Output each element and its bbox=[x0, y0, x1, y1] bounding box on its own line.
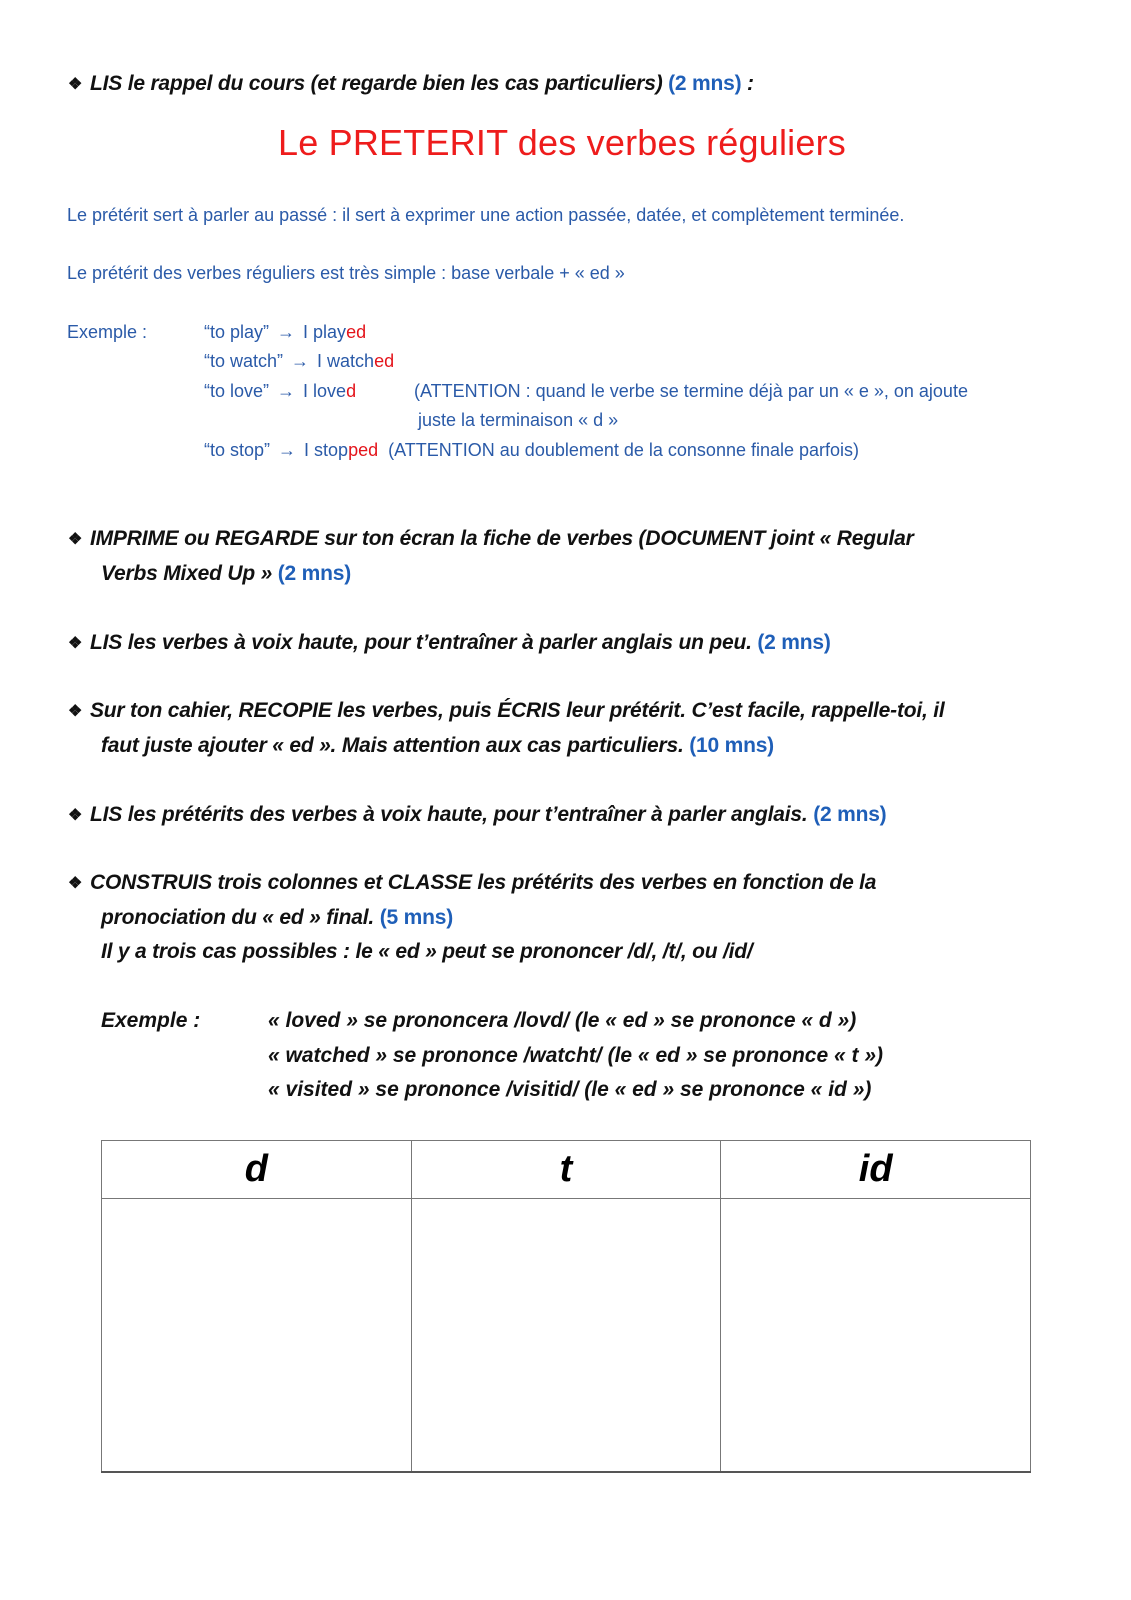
pronunciation-line: « loved » se prononcera /lovd/ (le « ed » se prononce « d ») bbox=[268, 1009, 857, 1032]
base: I watch bbox=[317, 351, 375, 371]
example-row bbox=[204, 381, 356, 402]
arrow-right-icon: → bbox=[277, 381, 296, 401]
example-row bbox=[204, 440, 859, 461]
infinitive: “to love” bbox=[204, 381, 270, 401]
column-header-t: t bbox=[411, 1141, 721, 1199]
table-cell-d[interactable] bbox=[102, 1199, 412, 1473]
page-title: Le PRETERIT des verbes réguliers bbox=[278, 122, 846, 163]
table-cell-id[interactable] bbox=[721, 1199, 1031, 1473]
ending: ped bbox=[348, 440, 379, 460]
pronunciation-line: « visited » se prononce /visitid/ (le « ed » se prononce « id ») bbox=[268, 1078, 872, 1101]
column-header-id: id bbox=[721, 1141, 1031, 1199]
instruction-5 bbox=[68, 803, 886, 827]
example-row bbox=[204, 351, 394, 372]
arrow-right-icon: → bbox=[278, 440, 297, 460]
example-note-cont: juste la terminaison « d » bbox=[418, 410, 619, 430]
time-badge: (5 mns) bbox=[379, 906, 453, 929]
example-row bbox=[204, 322, 366, 343]
instruction-text: faut juste ajouter « ed ». Mais attention aux cas particuliers. bbox=[101, 734, 690, 757]
base: I love bbox=[303, 381, 347, 401]
diamond-bullet-icon: ❖ bbox=[68, 703, 83, 720]
instruction-2-cont bbox=[101, 562, 351, 586]
example-label: Exemple : bbox=[67, 322, 148, 342]
diamond-bullet-icon: ❖ bbox=[68, 76, 83, 93]
diamond-bullet-icon: ❖ bbox=[68, 875, 83, 892]
time-badge: (2 mns) bbox=[813, 803, 887, 826]
instruction-3 bbox=[68, 631, 831, 655]
time-badge: (10 mns) bbox=[689, 734, 774, 757]
instruction-text: pronociation du « ed » final. bbox=[101, 906, 380, 929]
example-note: (ATTENTION : quand le verbe se termine déjà par un « e », on ajoute bbox=[414, 381, 968, 401]
arrow-right-icon: → bbox=[277, 322, 296, 342]
table-row bbox=[102, 1199, 1031, 1473]
instruction-6-cont bbox=[101, 906, 453, 930]
time-badge: (2 mns) bbox=[277, 562, 351, 585]
instruction-text: LIS le rappel du cours (et regarde bien les cas particuliers) bbox=[90, 72, 663, 95]
pronunciation-example-label: Exemple : bbox=[101, 1009, 201, 1032]
example-note: (ATTENTION au doublement de la consonne finale parfois) bbox=[388, 440, 860, 460]
lesson-paragraph-1: Le prétérit sert à parler au passé : il sert à exprimer une action passée, datée, et complètement terminée. bbox=[67, 205, 905, 225]
instruction-text: IMPRIME ou REGARDE sur ton écran la fiche de verbes (DOCUMENT joint « Regular bbox=[90, 527, 914, 550]
ending: d bbox=[346, 381, 357, 401]
instruction-text: Verbs Mixed Up » bbox=[101, 562, 278, 585]
instruction-1 bbox=[68, 72, 754, 96]
classification-table bbox=[101, 1140, 1031, 1473]
pronunciation-line: « watched » se prononce /watcht/ (le « ed » se prononce « t ») bbox=[268, 1044, 884, 1067]
table-header-row bbox=[102, 1141, 1031, 1199]
infinitive: “to play” bbox=[204, 322, 270, 342]
time-badge: (2 mns) bbox=[668, 72, 742, 95]
time-badge: (2 mns) bbox=[757, 631, 831, 654]
ending: ed bbox=[346, 322, 367, 342]
ending: ed bbox=[374, 351, 395, 371]
instruction-6 bbox=[68, 871, 876, 895]
instruction-4-cont bbox=[101, 734, 774, 758]
instruction-2 bbox=[68, 527, 914, 551]
table-cell-t[interactable] bbox=[411, 1199, 721, 1473]
instruction-text: CONSTRUIS trois colonnes et CLASSE les prétérits des verbes en fonction de la bbox=[90, 871, 877, 894]
instruction-text: Sur ton cahier, RECOPIE les verbes, puis ÉCRIS leur prétérit. C’est facile, rappelle-toi, il bbox=[90, 699, 945, 722]
instruction-4 bbox=[68, 699, 945, 723]
diamond-bullet-icon: ❖ bbox=[68, 807, 83, 824]
base: I play bbox=[303, 322, 347, 342]
instruction-text: LIS les prétérits des verbes à voix haute, pour t’entraîner à parler anglais. bbox=[90, 803, 814, 826]
infinitive: “to watch” bbox=[204, 351, 284, 371]
arrow-right-icon: → bbox=[291, 351, 310, 371]
infinitive: “to stop” bbox=[204, 440, 271, 460]
diamond-bullet-icon: ❖ bbox=[68, 531, 83, 548]
column-header-d: d bbox=[102, 1141, 412, 1199]
lesson-paragraph-2: Le prétérit des verbes réguliers est très simple : base verbale + « ed » bbox=[67, 263, 625, 283]
diamond-bullet-icon: ❖ bbox=[68, 635, 83, 652]
instruction-text: LIS les verbes à voix haute, pour t’entraîner à parler anglais un peu. bbox=[90, 631, 758, 654]
base: I stop bbox=[304, 440, 349, 460]
instruction-6-cases: Il y a trois cas possibles : le « ed » peut se prononcer /d/, /t/, ou /id/ bbox=[101, 940, 753, 963]
instruction-suffix: : bbox=[741, 72, 754, 95]
